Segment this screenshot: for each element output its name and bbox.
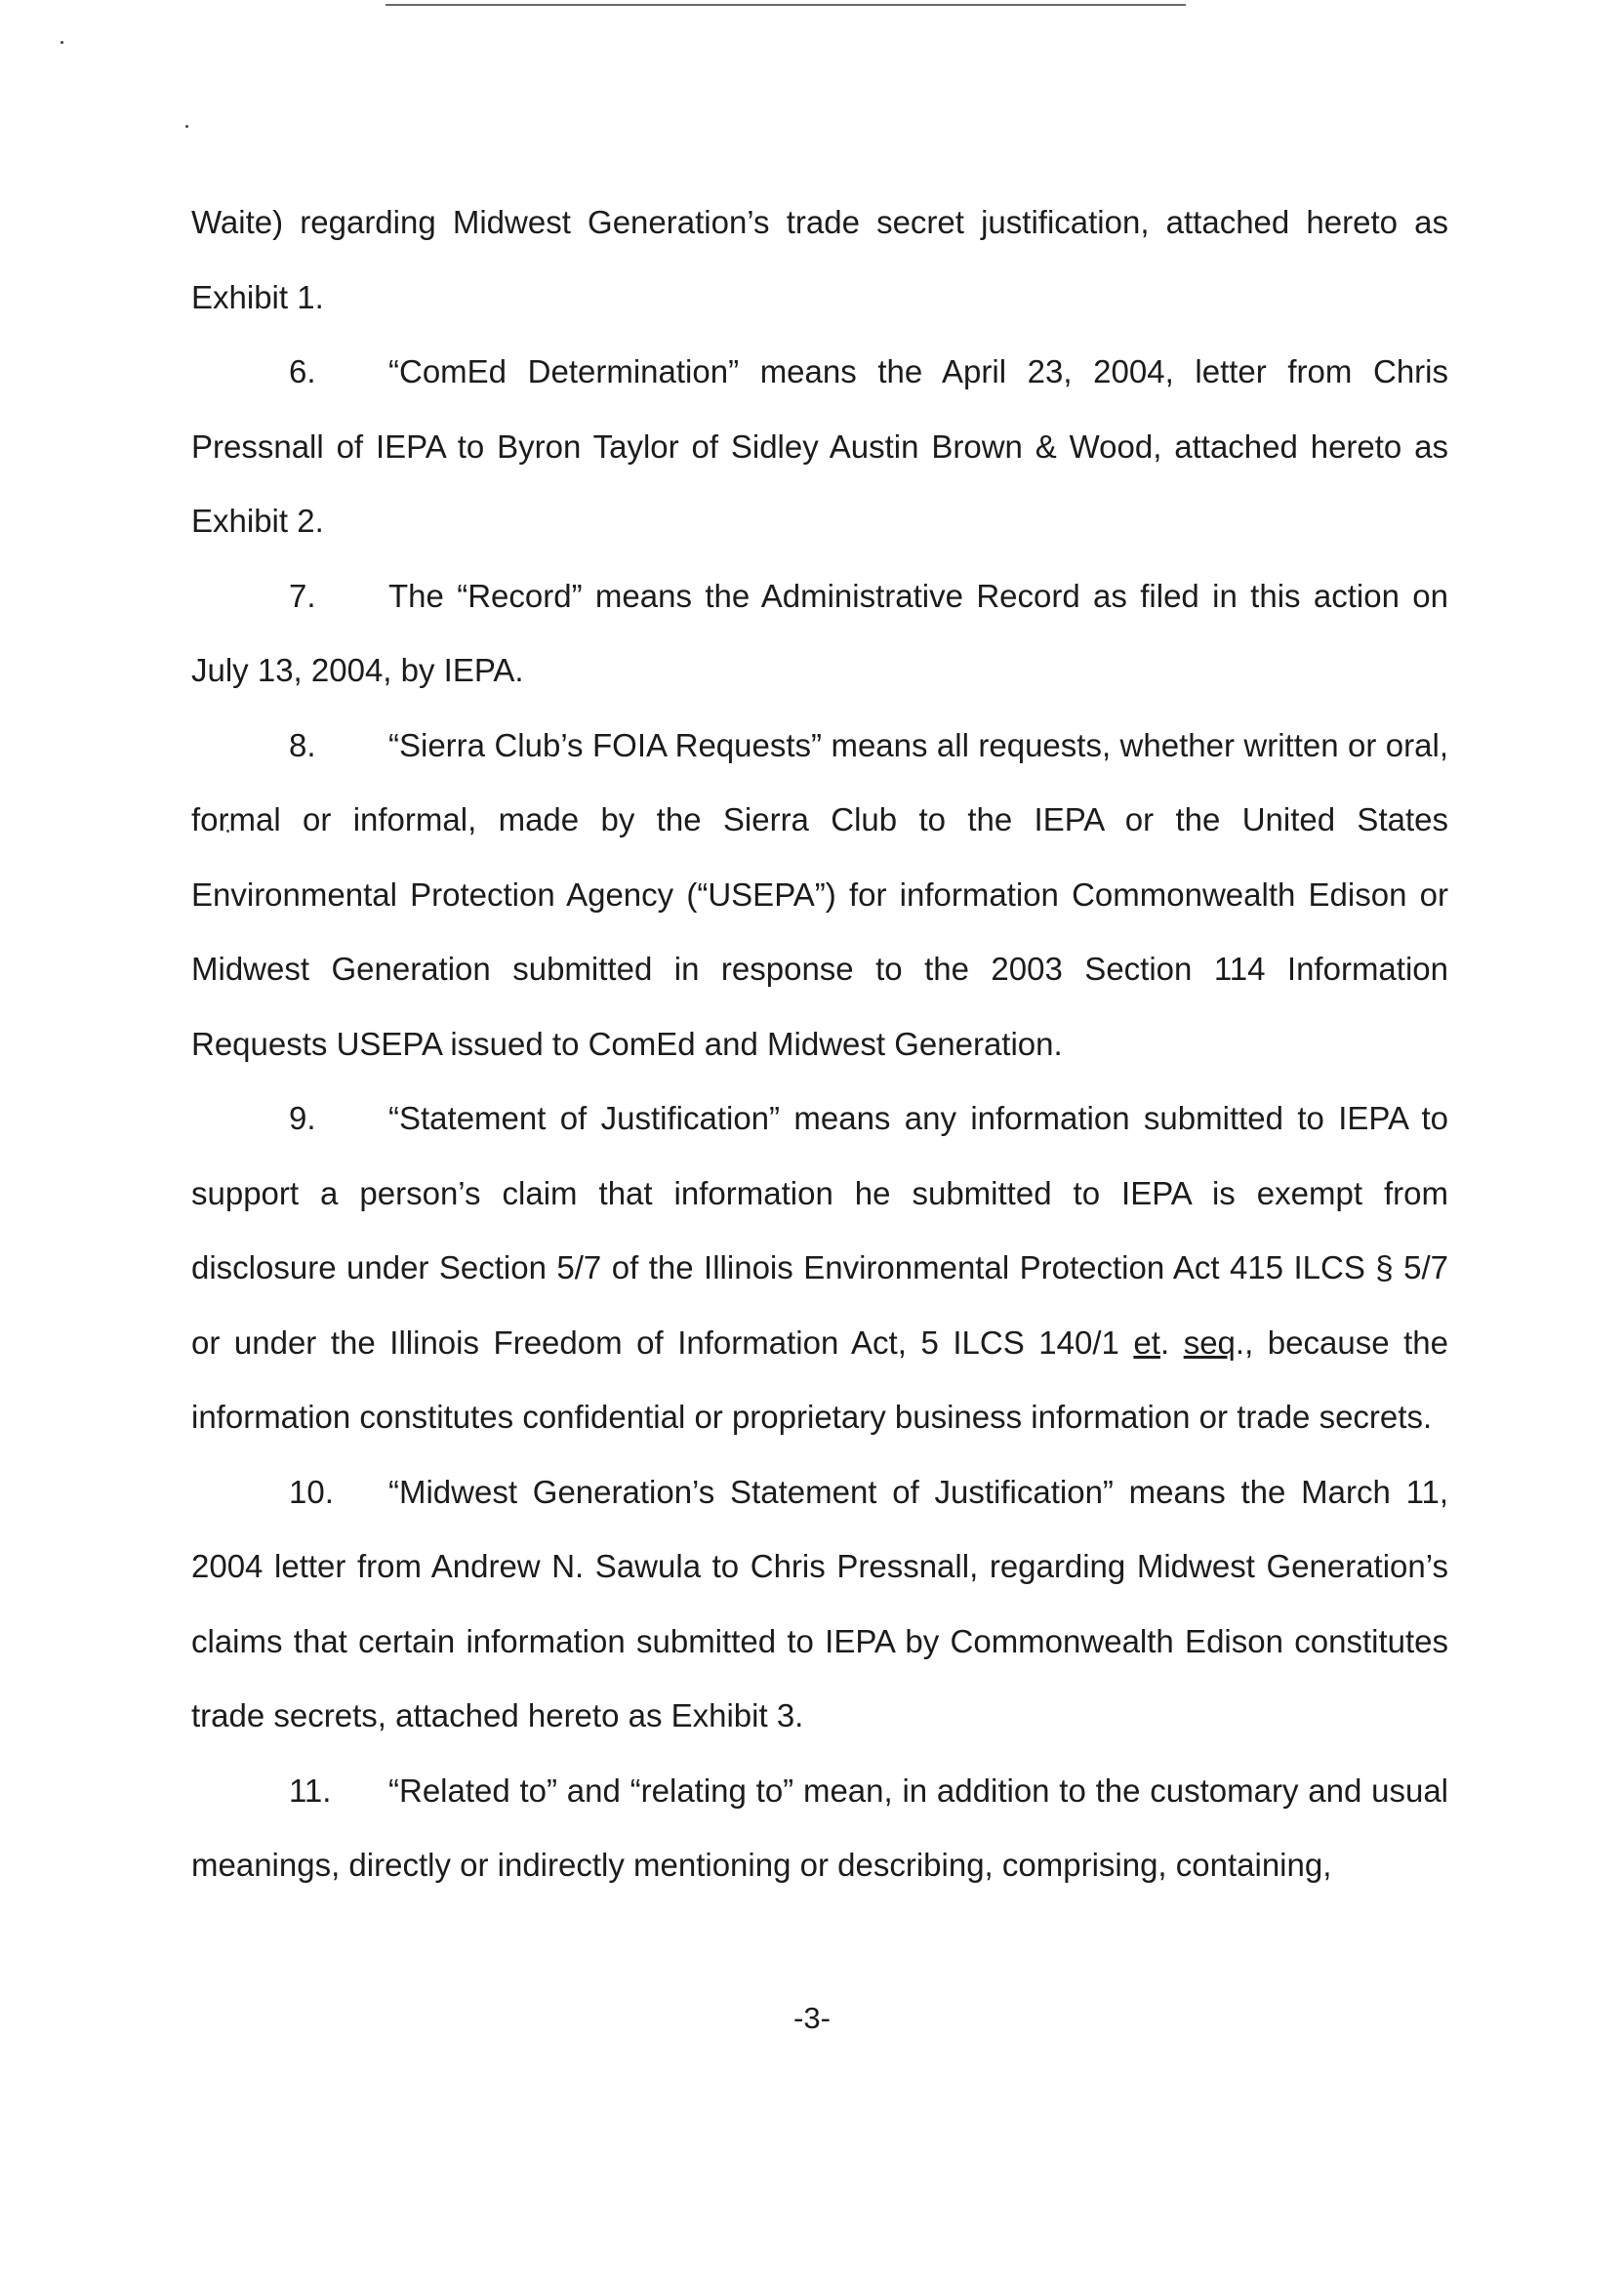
paragraph-number: 6.	[289, 353, 316, 389]
latin-seq: seq	[1183, 1324, 1236, 1361]
paragraph-number: 10.	[289, 1473, 334, 1510]
paragraph-continued	[191, 185, 1448, 335]
paragraph-10	[191, 1455, 1448, 1754]
paragraph-text: “Statement of Justification” means any information submitted to IEPA to support a person’s claim that information he submitted to IEPA is exempt from disclosure under Section 5/7 of the Illinois Environmental Protection Act 415 ILCS § 5/7 or under the Illinois Freedom of Information Act, 5 ILCS 140/1	[191, 1100, 1448, 1361]
paragraph-text: “Midwest Generation’s Statement of Justification” means the March 11, 2004 letter from Andrew N. Sawula to Chris Pressnall, regarding Midwest Generation’s claims that certain information submitted to IEPA by Commonwealth Edison constitutes trade secrets, attached hereto as Exhibit 3.	[191, 1473, 1448, 1733]
paragraph-number: 11.	[289, 1772, 332, 1809]
paragraph-6	[191, 335, 1448, 559]
paragraph-text: “Sierra Club’s FOIA Requests” means all requests, whether written or oral, formal or informal, made by the Sierra Club to the IEPA or the United States Environmental Protection Agency (“USEPA”) for information Commonwealth Edison or Midwest Generation submitted in response to the 2003 Section 114 Information Requests USEPA issued to ComEd and Midwest Generation.	[191, 726, 1448, 1062]
paragraph-9	[191, 1081, 1448, 1455]
page-number: -3-	[793, 2001, 831, 2035]
paragraph-text: ., because the information constitutes confidential or proprietary business information or trade secrets.	[191, 1324, 1448, 1435]
paragraph-text: “Related to” and “relating to” mean, in addition to the customary and usual meanings, directly or indirectly mentioning or describing, comprising, containing,	[191, 1772, 1448, 1883]
latin-et: et	[1133, 1324, 1160, 1361]
paragraph-7	[191, 559, 1448, 709]
paragraph-number: 9.	[289, 1100, 316, 1136]
paragraph-11	[191, 1754, 1448, 1903]
document-body	[191, 185, 1448, 1903]
scan-top-rule	[386, 4, 1186, 6]
scan-speck	[185, 125, 188, 128]
scan-speck	[61, 41, 63, 44]
paragraph-number: 7.	[289, 577, 316, 614]
paragraph-number: 8.	[289, 726, 316, 763]
paragraph-text: .	[1159, 1324, 1184, 1361]
paragraph-8	[191, 709, 1448, 1082]
paragraph-text: The “Record” means the Administrative Record as filed in this action on July 13, 2004, by IEPA.	[191, 577, 1448, 688]
paragraph-text: Waite) regarding Midwest Generation’s trade secret justification, attached hereto as Exhibit 1.	[191, 204, 1448, 315]
paragraph-text: “ComEd Determination” means the April 23, 2004, letter from Chris Pressnall of IEPA to Byron Taylor of Sidley Austin Brown & Wood, attached hereto as Exhibit 2.	[191, 353, 1448, 539]
